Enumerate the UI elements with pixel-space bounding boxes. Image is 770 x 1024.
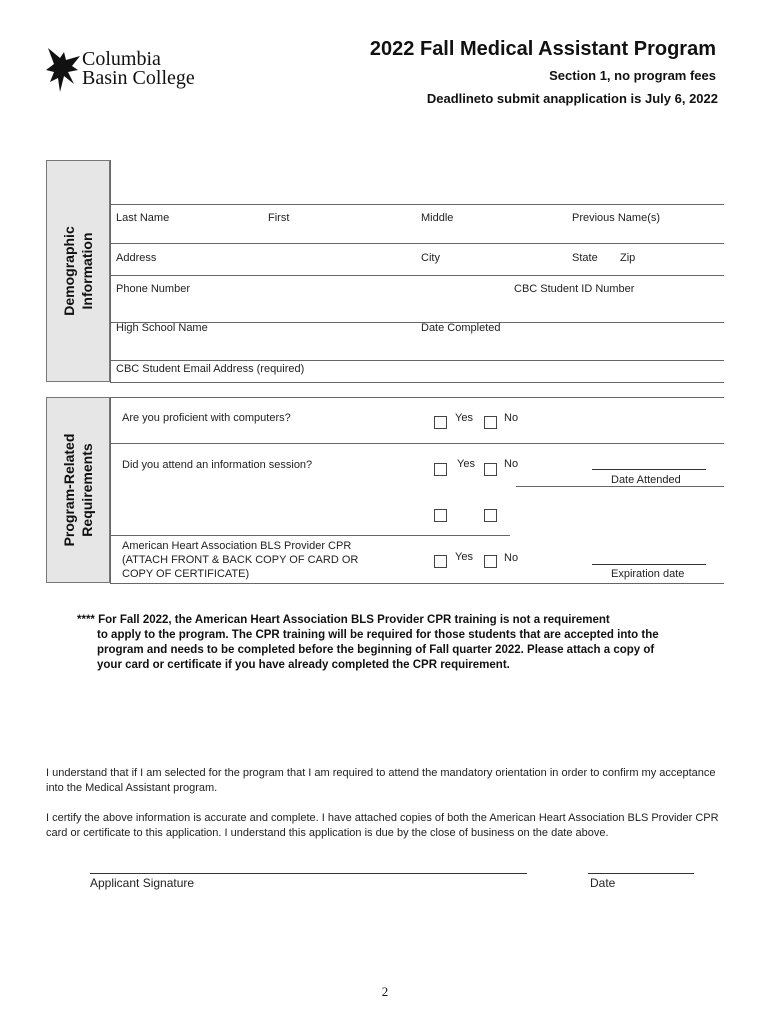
logo-line2: Basin College — [82, 67, 195, 89]
divider — [110, 204, 724, 205]
info-session-question: Did you attend an information session? — [122, 459, 313, 471]
page-title: 2022 Fall Medical Assistant Program — [369, 38, 716, 60]
signature-date-line[interactable] — [588, 873, 694, 874]
cpr-yes-label: Yes — [455, 551, 473, 563]
city-field[interactable]: City — [421, 252, 440, 264]
expiration-date-label: Expiration date — [611, 568, 685, 580]
cpr-no-checkbox[interactable] — [484, 555, 497, 568]
blank-checkbox-1[interactable] — [434, 509, 447, 522]
program-section-title: Program-Related Requirements — [61, 433, 95, 547]
middle-name-field[interactable]: Middle — [421, 212, 454, 224]
zip-field[interactable]: Zip — [620, 252, 636, 264]
high-school-field[interactable]: High School Name — [116, 322, 208, 334]
demographic-section-title: Demographic Information — [61, 226, 95, 316]
divider — [110, 583, 724, 584]
certification-statement: I certify the above information is accurate and complete. I have attached copies of both the American Heart Association BLS Provider CPR card or certificate to this application. I understand this application is due by the close of business on the date above. — [46, 812, 719, 839]
first-name-field[interactable]: First — [268, 212, 290, 224]
program-section-header — [46, 397, 110, 583]
previous-names-field[interactable]: Previous Name(s) — [572, 212, 661, 224]
blank-checkbox-2[interactable] — [484, 509, 497, 522]
divider — [110, 275, 724, 276]
last-name-field[interactable]: Last Name — [116, 212, 170, 224]
date-attended-label: Date Attended — [611, 474, 681, 486]
computers-question: Are you proficient with computers? — [122, 412, 291, 424]
cpr-requirement: American Heart Association BLS Provider CPR (ATTACH FRONT & BACK COPY OF CARD OR COPY OF CERTIFICATE) — [122, 540, 359, 580]
applicant-signature-line[interactable] — [90, 873, 527, 874]
divider — [110, 360, 724, 361]
computers-yes-label: Yes — [455, 412, 473, 424]
logo-wordmark — [82, 50, 195, 88]
divider — [110, 397, 111, 583]
computers-yes-checkbox[interactable] — [434, 416, 447, 429]
state-field[interactable]: State — [572, 252, 598, 264]
address-field[interactable]: Address — [116, 252, 157, 264]
student-id-field[interactable]: CBC Student ID Number — [514, 283, 635, 295]
expiration-date-line[interactable] — [592, 564, 706, 565]
eagle-icon — [44, 44, 84, 94]
college-logo — [44, 44, 214, 94]
cpr-no-label: No — [504, 552, 519, 564]
divider — [110, 160, 111, 382]
computers-no-label: No — [504, 412, 519, 424]
page-subtitle: Section 1, no program fees — [549, 68, 716, 83]
page-number: 2 — [381, 984, 389, 999]
email-field[interactable]: CBC Student Email Address (required) — [116, 363, 305, 375]
cpr-yes-checkbox[interactable] — [434, 555, 447, 568]
info-session-yes-label: Yes — [457, 458, 475, 470]
info-session-no-checkbox[interactable] — [484, 463, 497, 476]
applicant-signature-label: Applicant Signature — [90, 876, 195, 890]
info-session-no-label: No — [504, 458, 519, 470]
cpr-note: **** For Fall 2022, the American Heart Association BLS Provider CPR training is not a requirement to apply to the program. The CPR training will be required for those students that are accepted into the program and needs to be completed before the beginning of Fall quarter 2022. Please attach a copy of your card or certificate if you have already completed the CPR requirement. — [77, 614, 659, 671]
date-attended-line[interactable] — [592, 469, 706, 470]
signature-date-label: Date — [590, 876, 616, 890]
deadline-text: Deadlineto submit anapplication is July 6, 2022 — [426, 91, 718, 106]
divider — [110, 397, 724, 398]
date-completed-field[interactable]: Date Completed — [421, 322, 501, 334]
divider — [110, 443, 724, 444]
divider — [110, 535, 510, 536]
phone-field[interactable]: Phone Number — [116, 283, 190, 295]
computers-no-checkbox[interactable] — [484, 416, 497, 429]
divider — [110, 382, 724, 383]
logo-line1: Columbia — [82, 48, 161, 70]
divider — [516, 486, 724, 487]
divider — [110, 243, 724, 244]
orientation-statement: I understand that if I am selected for the program that I am required to attend the mandatory orientation in order to confirm my acceptance into the Medical Assistant program. — [46, 767, 716, 794]
demographic-section-header — [46, 160, 110, 382]
info-session-yes-checkbox[interactable] — [434, 463, 447, 476]
